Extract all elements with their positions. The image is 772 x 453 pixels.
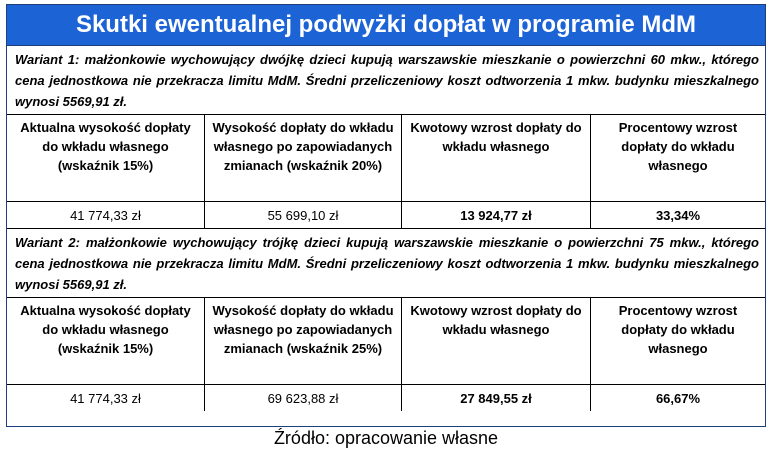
comparison-table xyxy=(6,4,766,427)
value-current-subsidy: 41 774,33 zł xyxy=(7,202,205,228)
header-new-subsidy: Wysokość dopłaty do wkładu własnego po zapowiadanych zmianach (wskaźnik 25%) xyxy=(205,298,402,384)
variant-2-header-row xyxy=(7,298,765,385)
variant-1-description: Wariant 1: małżonkowie wychowujący dwójkę dzieci kupują warszawskie mieszkanie o powierzchni 60 mkw., którego cena jednostkowa nie przekracza limitu MdM. Średni przeliczeniowy koszt odtworzenia 1 mkw. budynku mieszkalnego wynosi 5569,91 zł. xyxy=(7,46,765,115)
variant-1-header-row xyxy=(7,115,765,202)
table-title: Skutki ewentualnej podwyżki dopłat w programie MdM xyxy=(7,5,765,46)
source-caption: Źródło: opracowanie własne xyxy=(273,428,499,448)
header-current-subsidy: Aktualna wysokość dopłaty do wkładu własnego (wskaźnik 15%) xyxy=(7,115,205,201)
header-amount-increase: Kwotowy wzrost dopłaty do wkładu własnego xyxy=(402,115,591,201)
header-percent-increase: Procentowy wzrost dopłaty do wkładu własnego xyxy=(618,120,738,173)
variant-2-description: Wariant 2: małżonkowie wychowujący trójkę dzieci kupują warszawskie mieszkanie o powierzchni 75 mkw., którego cena jednostkowa nie przekracza limitu MdM. Średni przeliczeniowy koszt odtworzenia 1 mkw. budynku mieszkalnego wynosi 5569,91 zł. xyxy=(7,229,765,298)
variant-1-value-row xyxy=(7,202,765,229)
header-current-subsidy: Aktualna wysokość dopłaty do wkładu własnego (wskaźnik 15%) xyxy=(7,298,205,384)
value-new-subsidy: 69 623,88 zł xyxy=(205,385,402,411)
header-percent-increase: Procentowy wzrost dopłaty do wkładu własnego xyxy=(618,303,738,356)
value-percent-increase: 33,34% xyxy=(655,207,701,223)
header-amount-increase: Kwotowy wzrost dopłaty do wkładu własnego xyxy=(402,298,591,384)
header-new-subsidy: Wysokość dopłaty do wkładu własnego po zapowiadanych zmianach (wskaźnik 20%) xyxy=(205,115,402,201)
value-percent-increase: 66,67% xyxy=(655,390,701,406)
value-current-subsidy: 41 774,33 zł xyxy=(7,385,205,411)
value-new-subsidy: 55 699,10 zł xyxy=(205,202,402,228)
value-amount-increase: 27 849,55 zł xyxy=(402,385,591,411)
value-amount-increase: 13 924,77 zł xyxy=(402,202,591,228)
variant-2-value-row xyxy=(7,385,765,411)
